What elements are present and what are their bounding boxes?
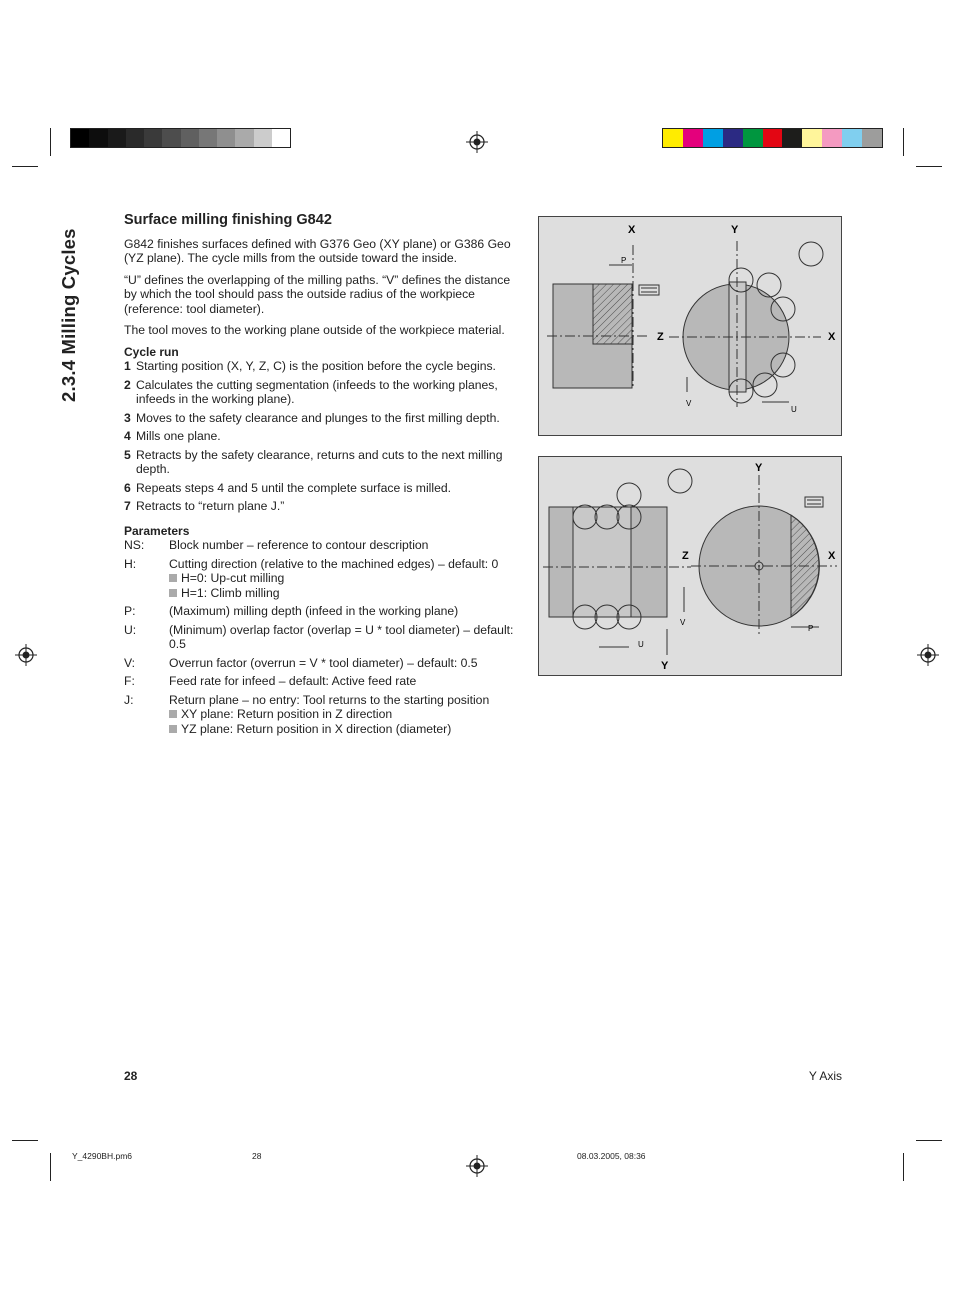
figure-yz-drawing [539, 457, 841, 675]
color-swatch [272, 129, 290, 147]
parameter-row: H: Cutting direction (relative to the machined edges) – default: 0 H=0: Up-cut milling H=1: Climb milling [124, 556, 499, 600]
registration-mark-icon [917, 644, 939, 666]
parameter-row: P: (Maximum) milling depth (infeed in the working plane) [124, 604, 459, 618]
bullet-item: H=0: Up-cut milling [169, 571, 498, 586]
dimension-label: P [808, 624, 814, 633]
parameter-row: J: Return plane – no entry: Tool returns to the starting position XY plane: Return position in Z direction YZ plane: Return position in X direction (diameter) [124, 692, 490, 736]
color-swatch [862, 129, 882, 147]
color-swatch [822, 129, 842, 147]
cycle-run-title: Cycle run [124, 344, 179, 359]
bullet-item: YZ plane: Return position in X direction (diameter) [169, 722, 489, 737]
crop-mark [903, 1153, 904, 1181]
bullet-square-icon [169, 574, 177, 582]
color-swatch [217, 129, 235, 147]
color-swatch [763, 129, 783, 147]
dimension-label: P [621, 256, 627, 265]
crop-mark [903, 128, 904, 156]
color-swatch [71, 129, 89, 147]
cycle-step: 1 Starting position (X, Y, Z, C) is the position before the cycle begins. [124, 359, 496, 373]
slug-filename: Y_4290BH.pm6 [72, 1151, 133, 1161]
cycle-step: 6 Repeats steps 4 and 5 until the complete surface is milled. [124, 480, 452, 495]
cycle-step: 2 Calculates the cutting segmentation (infeeds to the working planes, infeeds in the working plane). [124, 377, 498, 406]
crop-mark [50, 128, 51, 156]
color-swatch [782, 129, 802, 147]
bullet-square-icon [169, 725, 177, 733]
dimension-label: U [638, 640, 644, 649]
axis-label: X [828, 331, 836, 343]
dimension-label: U [791, 405, 797, 414]
page-number: 28 [124, 1069, 138, 1083]
color-swatch [199, 129, 217, 147]
parameter-row: U: (Minimum) overlap factor (overlap = U * tool diameter) – default: 0.5 [124, 622, 514, 651]
figure-yz-plane [538, 456, 842, 676]
paragraph: The tool moves to the working plane outside of the workpiece material. [124, 323, 505, 337]
color-swatch [181, 129, 199, 147]
color-swatch [663, 129, 683, 147]
color-swatch [144, 129, 162, 147]
color-swatch [683, 129, 703, 147]
crop-mark [12, 1140, 38, 1141]
dimension-label: V [686, 399, 692, 408]
gray-calibration-bar [70, 128, 291, 148]
color-swatch [162, 129, 180, 147]
color-swatch [89, 129, 107, 147]
color-swatch [802, 129, 822, 147]
cycle-step: 7 Retracts to “return plane J.” [124, 499, 285, 513]
bullet-item: H=1: Climb milling [169, 586, 498, 601]
cycle-step: 3 Moves to the safety clearance and plunges to the first milling depth. [124, 410, 500, 425]
paragraph: G842 finishes surfaces defined with G376 Geo (XY plane) or G386 Geo (YZ plane). The cycle mills from the outside toward the inside. [124, 236, 511, 265]
axis-label: Y [731, 224, 739, 236]
figure-xy-drawing [539, 217, 841, 435]
figure-xy-plane [538, 216, 842, 436]
axis-label: Y [661, 660, 669, 672]
main-content [124, 213, 524, 740]
crop-mark [50, 1153, 51, 1181]
slug-page: 28 [252, 1151, 262, 1161]
color-swatch [235, 129, 253, 147]
bullet-item: XY plane: Return position in Z direction [169, 707, 489, 722]
color-swatch [108, 129, 126, 147]
color-swatch [842, 129, 862, 147]
color-swatch [703, 129, 723, 147]
color-swatch [723, 129, 743, 147]
cycle-run-list [124, 359, 524, 514]
crop-mark [916, 1140, 942, 1141]
crop-mark [916, 166, 942, 167]
axis-label: X [828, 550, 836, 562]
cycle-step: 4 Mills one plane. [124, 429, 221, 443]
section-side-title: 2.3.4 Milling Cycles [58, 228, 79, 402]
parameters-title: Parameters [124, 523, 190, 538]
parameter-row: V: Overrun factor (overrun = V * tool diameter) – default: 0.5 [124, 655, 478, 670]
slug-datetime: 08.03.2005, 08:36 [577, 1151, 646, 1161]
running-footer: Y Axis [808, 1069, 842, 1083]
bullet-square-icon [169, 589, 177, 597]
axis-label: Z [657, 331, 664, 343]
registration-mark-icon [15, 644, 37, 666]
paragraph: “U” defines the overlapping of the milling paths. “V” defines the distance by which the tool should pass the outside radius of the workpiece (reference: tool diameter). [124, 272, 511, 316]
parameter-row: F: Feed rate for infeed – default: Active feed rate [124, 674, 417, 688]
page-heading: Surface milling finishing G842 [124, 212, 332, 228]
axis-label: Z [682, 550, 689, 562]
crop-mark [12, 166, 38, 167]
color-swatch [126, 129, 144, 147]
parameters-section [124, 524, 524, 737]
dimension-label: V [680, 618, 686, 627]
color-swatch [743, 129, 763, 147]
axis-label: X [628, 224, 636, 236]
registration-mark-icon [466, 1155, 488, 1177]
cycle-step: 5 Retracts by the safety clearance, returns and cuts to the next milling depth. [124, 447, 503, 476]
color-calibration-bar [662, 128, 883, 148]
bullet-square-icon [169, 710, 177, 718]
color-swatch [254, 129, 272, 147]
registration-mark-icon [466, 131, 488, 153]
parameter-row: NS: Block number – reference to contour description [124, 538, 429, 552]
axis-label: Y [755, 462, 763, 474]
